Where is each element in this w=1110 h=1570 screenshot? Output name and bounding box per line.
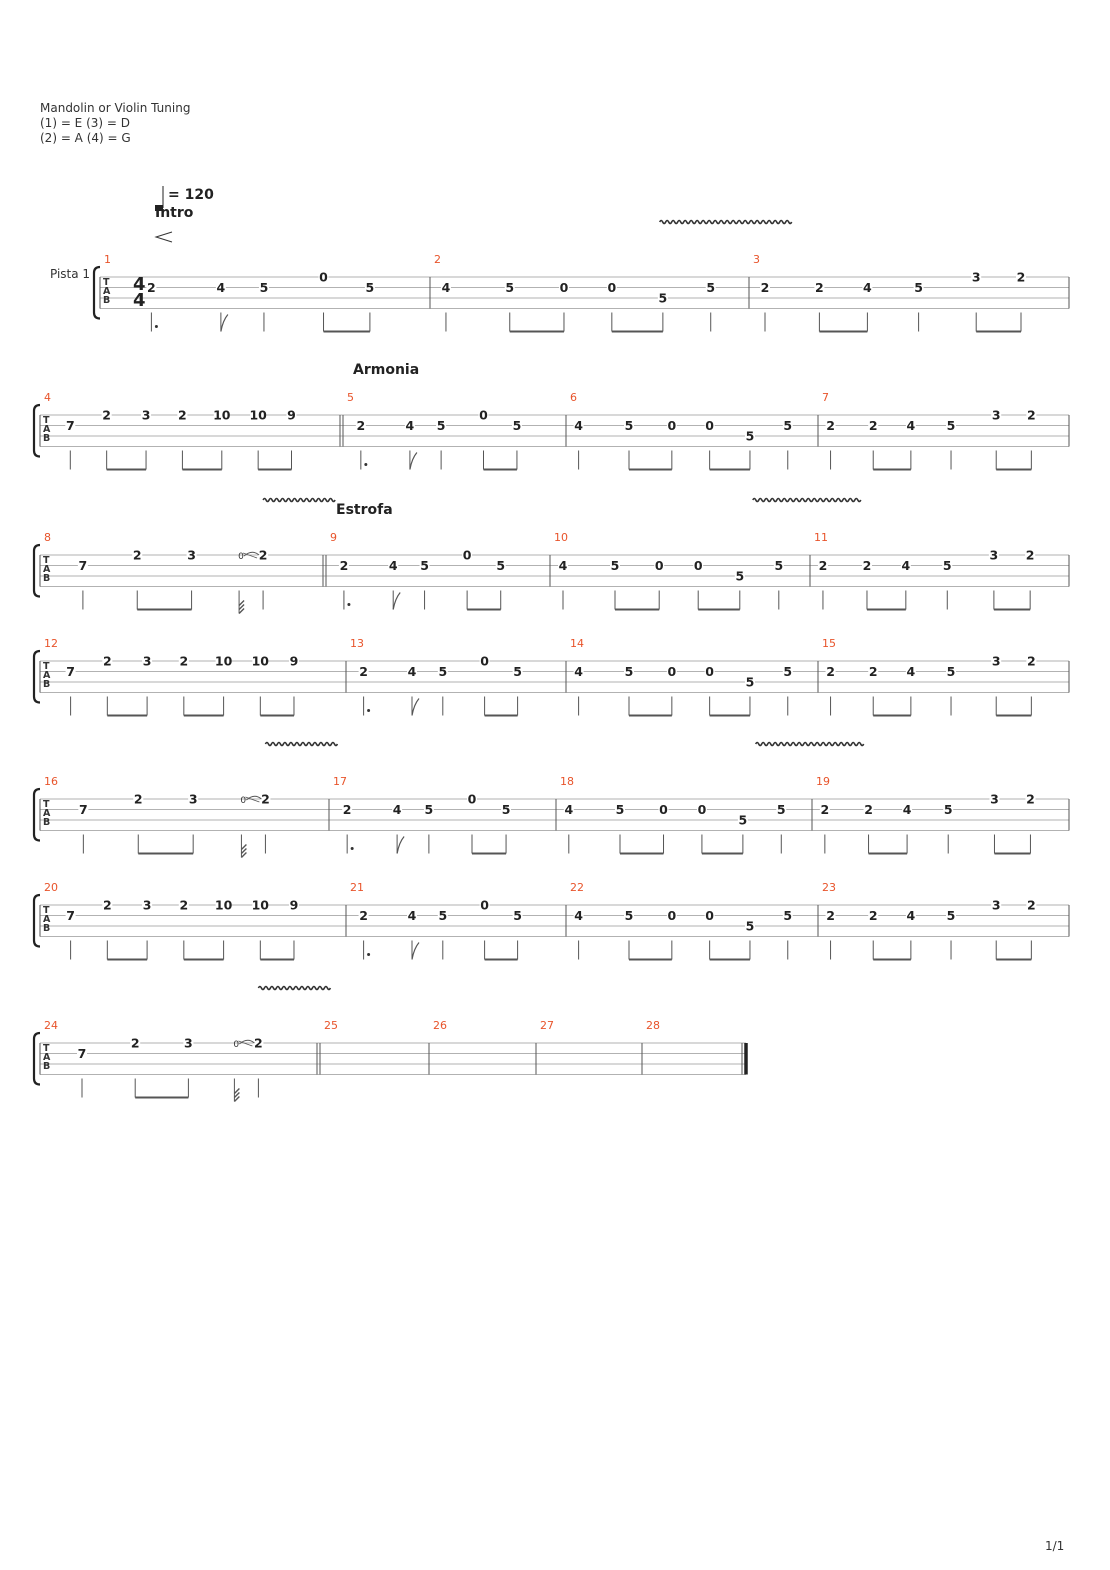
fret-number: 3 [141, 407, 151, 423]
eighth-flag [221, 315, 228, 332]
fret-number: 0 [667, 418, 677, 433]
fret-number: 2 [868, 908, 878, 923]
fret-number: 0 [667, 664, 677, 679]
measure-number: 10 [554, 531, 568, 544]
eighth-flag [393, 593, 400, 610]
tab-clef-letter: A [43, 670, 51, 681]
fret-number: 5 [505, 280, 515, 295]
tab-clef-letter: T [43, 661, 50, 672]
measure-number: 2 [434, 253, 441, 266]
measure-number: 5 [347, 391, 354, 404]
fret-number: 0 [480, 897, 489, 913]
measure-number: 17 [333, 775, 347, 788]
fret-number: 5 [259, 280, 269, 295]
tab-clef-letter: T [43, 1043, 50, 1054]
fret-number: 0 [559, 280, 569, 295]
section-label: Estrofa [336, 502, 393, 518]
augmentation-dot [351, 847, 354, 850]
fret-number: 0 [667, 908, 677, 923]
tab-clef-letter: T [103, 277, 110, 288]
eighth-flag [410, 453, 417, 470]
fret-number: 5 [745, 674, 755, 690]
measure-number: 21 [350, 881, 364, 894]
fret-number: 7 [78, 558, 88, 573]
fret-number: 5 [512, 418, 522, 433]
measure-number: 16 [44, 775, 58, 788]
fret-number: 3 [142, 897, 152, 913]
fret-number: 2 [1026, 653, 1036, 669]
measure-number: 13 [350, 637, 364, 650]
fret-number: 5 [943, 802, 953, 817]
fret-number: 3 [187, 547, 196, 563]
fret-number: 2 [760, 280, 770, 295]
time-signature-top: 4 [133, 274, 146, 295]
measure-number: 19 [816, 775, 830, 788]
fret-number: 7 [66, 908, 75, 923]
fret-number: 7 [66, 664, 75, 679]
fret-number: 4 [906, 664, 916, 679]
fret-number: 2 [359, 664, 368, 679]
fret-number: 2 [179, 653, 189, 669]
fret-number: 5 [624, 908, 634, 923]
fret-number: 5 [946, 664, 956, 679]
system-bracket [34, 895, 40, 947]
measure-number: 7 [822, 391, 829, 404]
augmentation-dot [367, 953, 370, 956]
tab-clef-letter: B [103, 295, 111, 306]
fret-number: 2 [133, 791, 143, 807]
fret-number: 4 [902, 802, 912, 817]
system-bracket [34, 789, 40, 841]
fret-number: 5 [914, 280, 923, 295]
fret-number: 0 [705, 664, 714, 679]
fret-number: 9 [289, 653, 299, 669]
tab-clef-letter: T [43, 555, 50, 566]
fret-number: 0 [659, 802, 668, 817]
fret-number: 3 [991, 897, 1001, 913]
fret-number: 5 [615, 802, 625, 817]
fret-number: 2 [1026, 791, 1035, 807]
fret-number: 4 [405, 418, 415, 433]
augmentation-dot [347, 603, 350, 606]
fret-number: 5 [436, 418, 446, 433]
fret-number: 2 [102, 407, 112, 423]
augmentation-dot [155, 325, 158, 328]
fret-number: 2 [1026, 407, 1036, 423]
fret-number: 0 [467, 791, 477, 807]
fret-number: 7 [78, 802, 88, 817]
tab-clef-letter: B [43, 433, 51, 444]
fret-number: 4 [392, 802, 402, 817]
fret-number: 2 [864, 802, 873, 817]
fret-number: 0 [705, 418, 714, 433]
fret-number: 4 [906, 908, 916, 923]
measure-number: 12 [44, 637, 58, 650]
tab-clef-letter: A [103, 286, 111, 297]
fret-number: 5 [624, 664, 634, 679]
fret-number: 5 [774, 558, 784, 573]
fret-number: 2 [132, 547, 142, 563]
eighth-flag [412, 943, 419, 960]
fret-number: 5 [610, 558, 620, 573]
tab-clef-letter: A [43, 808, 51, 819]
fret-number: 3 [142, 653, 152, 669]
fret-number: 4 [407, 908, 417, 923]
fret-number: 2 [826, 418, 835, 433]
fret-number: 5 [496, 558, 506, 573]
measure-number: 20 [44, 881, 58, 894]
crescendo-hairpin [156, 232, 172, 242]
tuning-title: Mandolin or Violin Tuning [40, 101, 191, 115]
fret-number: 5 [420, 558, 429, 573]
fret-number: 4 [564, 802, 574, 817]
fret-number: 3 [989, 547, 999, 563]
fret-number: 5 [745, 428, 755, 444]
fret-number: 0 [480, 653, 489, 669]
fret-number: 0 [479, 407, 488, 423]
fret-number: 3 [991, 407, 1001, 423]
eighth-flag [397, 837, 404, 854]
fret-number: 4 [441, 280, 451, 295]
fret-number: 0 [705, 908, 714, 923]
fret-number: 2 [258, 547, 268, 563]
system-bracket [34, 651, 40, 703]
fret-number: 5 [735, 568, 745, 584]
fret-number: 2 [820, 802, 830, 817]
fret-number: 3 [184, 1035, 193, 1051]
page-number: 1/1 [1045, 1539, 1065, 1553]
fret-number: 3 [991, 653, 1001, 669]
fret-number: 4 [863, 280, 872, 295]
vibrato-mark [265, 743, 337, 746]
measure-number: 18 [560, 775, 574, 788]
fret-number: 2 [179, 897, 189, 913]
fret-number: 5 [942, 558, 952, 573]
fret-number: 4 [574, 908, 583, 923]
fret-number: 4 [906, 418, 916, 433]
measure-number: 22 [570, 881, 584, 894]
fret-number: 5 [783, 908, 793, 923]
tab-clef-letter: T [43, 799, 50, 810]
fret-number: 10 [249, 407, 267, 423]
fret-number: 5 [738, 812, 748, 828]
fret-number: 3 [188, 791, 198, 807]
fret-number: 0 [607, 280, 617, 295]
tab-clef-letter: A [43, 914, 51, 925]
measure-number: 24 [44, 1019, 58, 1032]
fret-number: 10 [213, 407, 231, 423]
grace-note: 0 [233, 1040, 240, 1050]
fret-number: 4 [388, 558, 398, 573]
measure-number: 23 [822, 881, 836, 894]
fret-number: 5 [513, 908, 522, 923]
fret-number: 4 [407, 664, 417, 679]
fret-number: 5 [745, 918, 755, 934]
fret-number: 4 [574, 418, 583, 433]
fret-number: 2 [147, 280, 156, 295]
fret-number: 9 [287, 407, 296, 423]
fret-number: 5 [658, 290, 668, 306]
measure-number: 26 [433, 1019, 447, 1032]
fret-number: 2 [1016, 269, 1026, 285]
fret-number: 0 [462, 547, 472, 563]
fret-number: 2 [818, 558, 828, 573]
track-name: Pista 1 [50, 267, 91, 281]
system-bracket [34, 1033, 40, 1085]
fret-number: 3 [971, 269, 981, 285]
measure-number: 4 [44, 391, 51, 404]
augmentation-dot [367, 709, 370, 712]
grace-note: 0 [238, 552, 244, 562]
eighth-flag [412, 699, 419, 716]
fret-number: 2 [102, 897, 112, 913]
tuning-line-2: (2) = A (4) = G [40, 131, 131, 145]
fret-number: 5 [438, 908, 448, 923]
fret-number: 2 [1026, 897, 1036, 913]
tuning-line-1: (1) = E (3) = D [40, 116, 130, 130]
fret-number: 2 [862, 558, 872, 573]
fret-number: 2 [815, 280, 824, 295]
fret-number: 5 [783, 664, 793, 679]
fret-number: 2 [130, 1035, 140, 1051]
fret-number: 2 [826, 908, 835, 923]
fret-number: 4 [901, 558, 911, 573]
fret-number: 10 [214, 653, 233, 669]
tab-clef-letter: B [43, 923, 51, 934]
fret-number: 2 [342, 802, 352, 817]
fret-number: 2 [826, 664, 835, 679]
tab-clef-letter: A [43, 1052, 51, 1063]
fret-number: 3 [990, 791, 999, 807]
augmentation-dot [364, 463, 367, 466]
measure-number: 9 [330, 531, 337, 544]
tempo-marking: = 120 [168, 187, 214, 203]
fret-number: 10 [251, 653, 270, 669]
fret-number: 2 [1025, 547, 1035, 563]
fret-number: 5 [783, 418, 793, 433]
system-bracket [34, 545, 40, 597]
time-signature-bottom: 4 [133, 290, 146, 311]
vibrato-mark [263, 499, 335, 502]
vibrato-mark [756, 743, 864, 746]
fret-number: 0 [654, 558, 664, 573]
fret-number: 5 [706, 280, 716, 295]
fret-number: 4 [216, 280, 226, 295]
tab-clef-letter: A [43, 424, 51, 435]
vibrato-mark [660, 221, 792, 224]
fret-number: 2 [261, 791, 270, 807]
fret-number: 5 [501, 802, 511, 817]
grace-note: 0 [240, 796, 247, 806]
section-label: Intro [155, 205, 194, 221]
measure-number: 14 [570, 637, 584, 650]
fret-number: 5 [438, 664, 448, 679]
measure-number: 3 [753, 253, 760, 266]
fret-number: 2 [868, 664, 878, 679]
section-label: Armonia [353, 362, 420, 378]
fret-number: 4 [574, 664, 583, 679]
tab-clef-letter: B [43, 679, 51, 690]
tab-clef-letter: B [43, 1061, 51, 1072]
fret-number: 9 [289, 897, 299, 913]
fret-number: 7 [65, 418, 75, 433]
tab-clef-letter: B [43, 573, 51, 584]
fret-number: 5 [424, 802, 434, 817]
measure-number: 1 [104, 253, 111, 266]
fret-number: 5 [624, 418, 634, 433]
measure-number: 27 [540, 1019, 554, 1032]
fret-number: 2 [178, 407, 187, 423]
fret-number: 5 [946, 908, 956, 923]
tab-clef-letter: B [43, 817, 51, 828]
fret-number: 5 [365, 280, 375, 295]
fret-number: 0 [697, 802, 707, 817]
fret-number: 2 [868, 418, 878, 433]
tab-clef-letter: T [43, 415, 50, 426]
vibrato-mark [258, 987, 330, 990]
fret-number: 7 [77, 1046, 87, 1061]
measure-number: 11 [814, 531, 828, 544]
fret-number: 5 [513, 664, 522, 679]
fret-number: 4 [558, 558, 568, 573]
system-bracket [94, 267, 100, 319]
fret-number: 0 [693, 558, 703, 573]
fret-number: 5 [776, 802, 786, 817]
measure-number: 6 [570, 391, 577, 404]
system-bracket [34, 405, 40, 457]
fret-number: 2 [359, 908, 368, 923]
tab-clef-letter: T [43, 905, 50, 916]
measure-number: 8 [44, 531, 51, 544]
tab-clef-letter: A [43, 564, 51, 575]
fret-number: 0 [319, 269, 328, 285]
measure-number: 15 [822, 637, 836, 650]
measure-number: 28 [646, 1019, 660, 1032]
measure-number: 25 [324, 1019, 338, 1032]
fret-number: 2 [339, 558, 349, 573]
fret-number: 2 [356, 418, 366, 433]
fret-number: 10 [214, 897, 233, 913]
fret-number: 5 [946, 418, 956, 433]
fret-number: 2 [102, 653, 112, 669]
fret-number: 2 [254, 1035, 263, 1051]
fret-number: 10 [251, 897, 270, 913]
vibrato-mark [753, 499, 861, 502]
